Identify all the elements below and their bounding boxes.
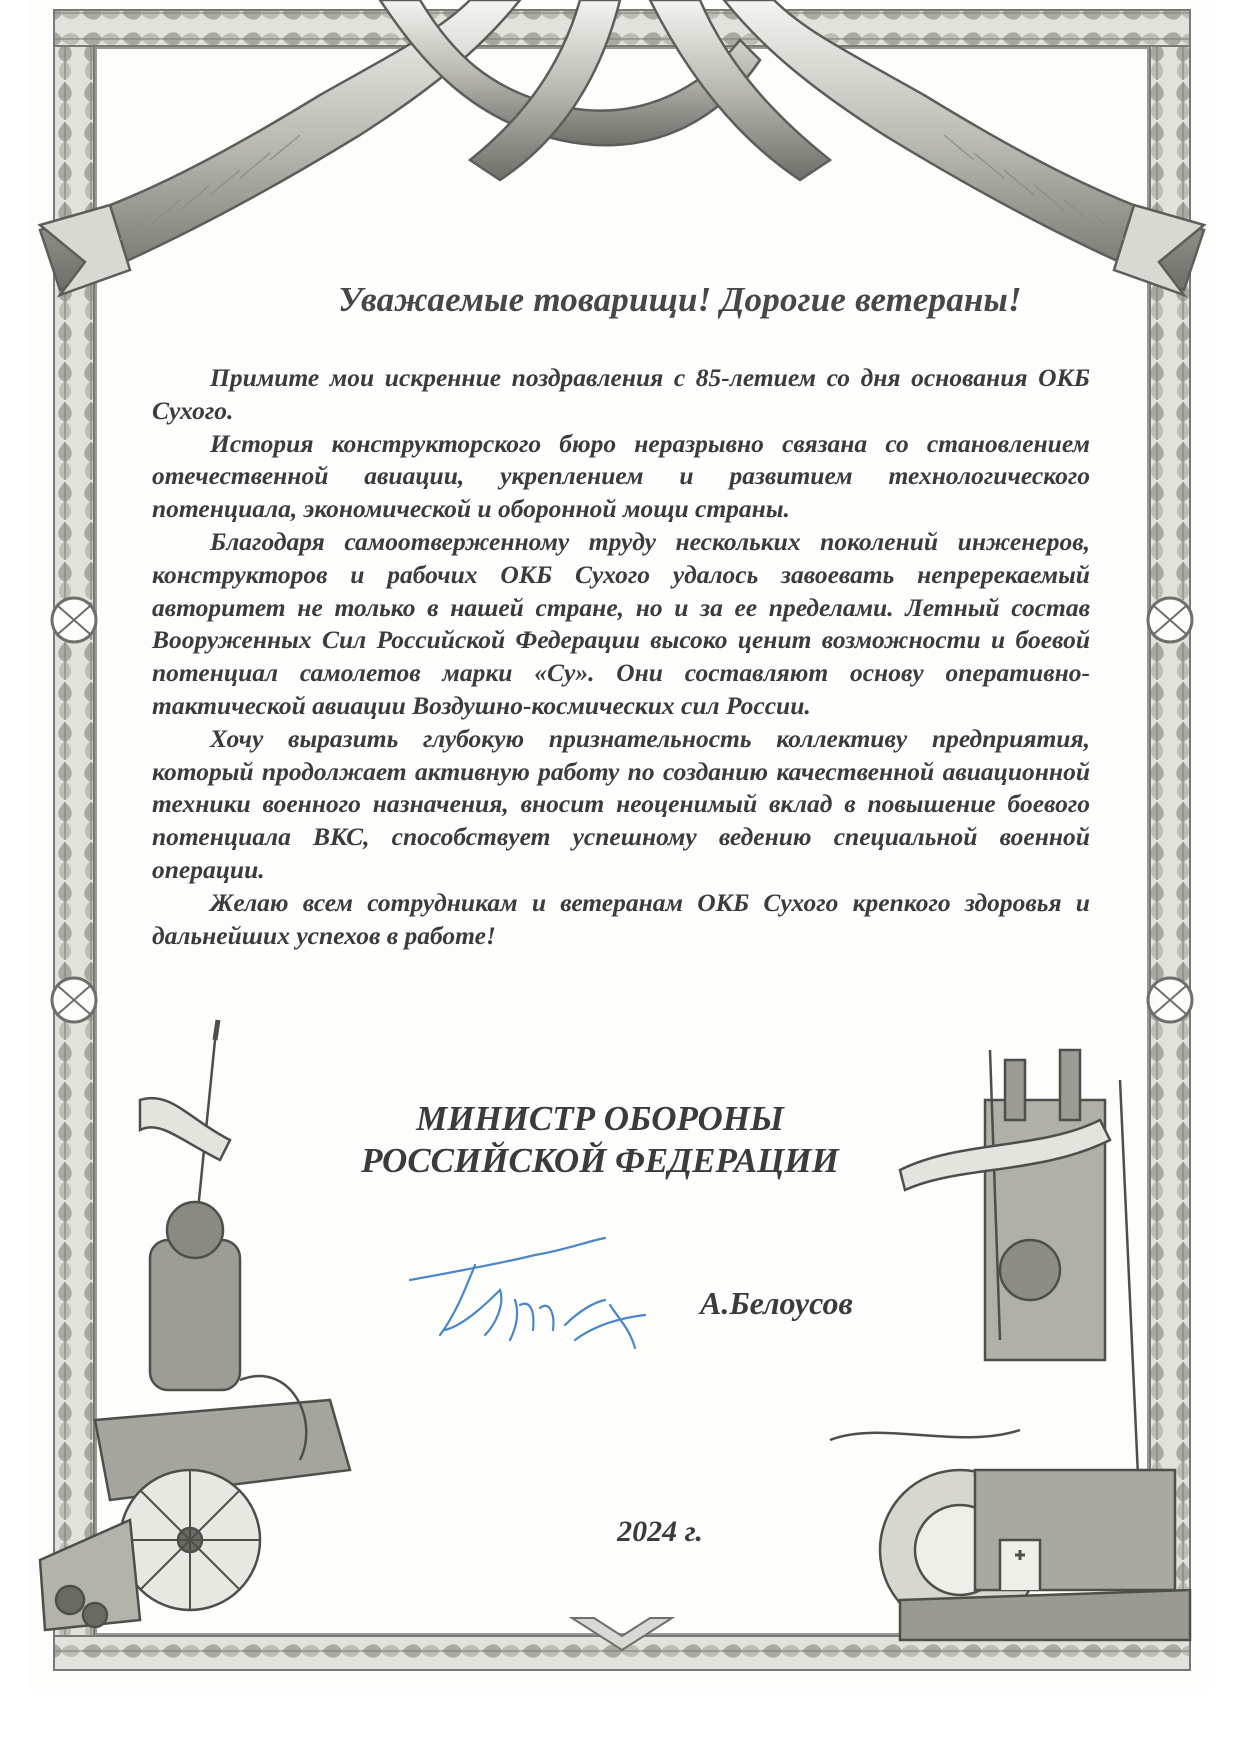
paragraph-history: История конструкторского бюро неразрывно связана со становлением отечественной авиации, укреплением и развитием технологического потенциала, экономической и оборонной мощи страны. [152, 428, 1090, 524]
handwritten-signature [405, 1230, 675, 1360]
paragraph-gratitude: Хочу выразить глубокую признательность коллективу предприятия, который продолжает активную работу по созданию качественной авиационной техники военного назначения, вносит неоценимый вклад в повышение боевого потенциала ВКС, способствует успешному ведению специальной военной операции. [152, 723, 1090, 884]
greeting-heading: Уважаемые товарищи! Дорогие ветераны! [338, 280, 1022, 319]
paragraph-wishes: Желаю всем сотрудникам и ветеранам ОКБ Сухого крепкого здоровья и дальнейших успехов в работе! [152, 887, 1090, 950]
signatory-position [300, 1098, 900, 1182]
letter-body [152, 362, 1090, 952]
paragraph-congratulations: Примите мои искренние поздравления с 85-летием со дня основания ОКБ Сухого. [152, 363, 1090, 425]
signer-name: А.Белоусов [700, 1285, 853, 1321]
paragraph-achievements: Благодаря самоотверженному труду нескольких поколений инженеров, конструкторов и рабочих ОКБ Сухого удалось завоевать непререкаемый авторитет не только в нашей стране, но и за ее пределами. Летный состав Вооруженных Сил Российской Федерации высоко ценит возможности и боевой потенциал самолетов марки «Су». Они составляют основу оперативно-тактической авиации Воздушно-космических сил России. [152, 526, 1090, 720]
position-line-1: МИНИСТР ОБОРОНЫ [416, 1099, 784, 1138]
position-line-2: РОССИЙСКОЙ ФЕДЕРАЦИИ [361, 1141, 839, 1180]
document-year: 2024 г. [617, 1515, 703, 1548]
